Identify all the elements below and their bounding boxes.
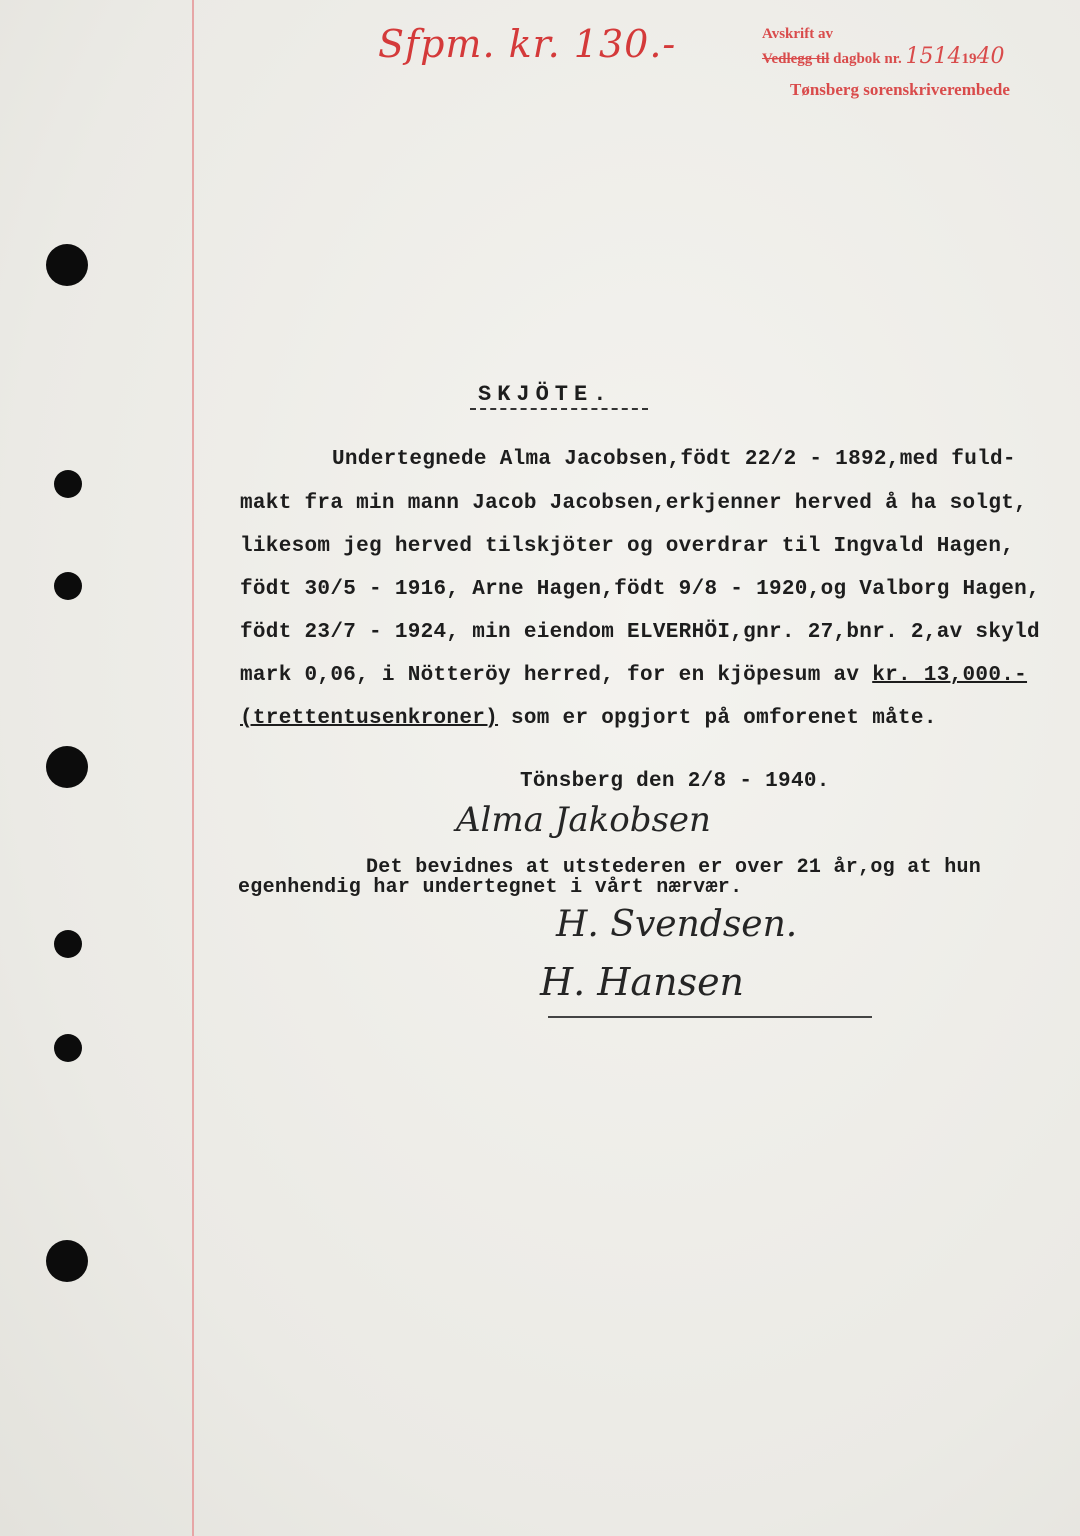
- purchase-amount-words: (trettentusenkroner): [240, 707, 499, 730]
- stamp-year-prefix: 19: [961, 51, 977, 67]
- title-underline: [470, 408, 648, 410]
- witness-statement-line: egenhendig har undertegnet i vårt nærvær.: [238, 876, 743, 899]
- witness-signature: H. Svendsen.: [556, 904, 798, 945]
- stamp-year: 40: [976, 44, 1005, 69]
- punch-hole: [46, 244, 88, 286]
- body-line: makt fra min mann Jacob Jacobsen,erkjenner herved å ha solgt,: [240, 492, 1028, 515]
- body-line: likesom jeg herved tilskjöter og overdrar til Ingvald Hagen,: [240, 535, 1015, 558]
- stamp-dagbok-label: dagbok nr.: [833, 51, 902, 67]
- punch-hole: [54, 930, 82, 958]
- body-line: födt 30/5 - 1916, Arne Hagen,födt 9/8 - 1920,og Valborg Hagen,: [240, 578, 1040, 601]
- stamp-line-3: Tønsberg sorenskriverembede: [790, 80, 1010, 99]
- body-line: mark 0,06, i Nötteröy herred, for en kjöpesum av: [240, 664, 873, 687]
- punch-hole: [46, 746, 88, 788]
- place-date: Tönsberg den 2/8 - 1940.: [520, 770, 830, 793]
- body-line: som er opgjort på omforenet måte.: [498, 707, 937, 730]
- seller-signature: Alma Jakobsen: [456, 800, 711, 840]
- body-line: födt 23/7 - 1924, min eiendom ELVERHÖI,gnr. 27,bnr. 2,av skyld: [240, 621, 1040, 644]
- punch-hole: [54, 470, 82, 498]
- punch-hole: [54, 572, 82, 600]
- body-line: Undertegnede Alma Jacobsen,födt 22/2 - 1892,med fuld-: [332, 448, 1016, 471]
- stamp-dagbok-number: 1514: [905, 44, 962, 69]
- stamp-line-1: Avskrift av: [762, 26, 833, 42]
- handwritten-fee-note: Sfpm. kr. 130.-: [378, 22, 677, 66]
- signature-rule: [548, 1016, 872, 1018]
- body-line-amount-words: [240, 707, 937, 730]
- witness-statement-line: Det bevidnes at utstederen er over 21 år,og at hun: [366, 856, 982, 879]
- margin-line: [192, 0, 194, 1536]
- purchase-amount: kr. 13,000.-: [872, 664, 1028, 687]
- body-line-with-amount: [240, 664, 1027, 687]
- punch-hole: [54, 1034, 82, 1062]
- document-title: SKJÖTE.: [478, 382, 613, 407]
- stamp-line-2: [762, 44, 1005, 69]
- punch-hole: [46, 1240, 88, 1282]
- stamp-struck-text: Vedlegg til: [762, 51, 830, 67]
- witness-signature: H. Hansen: [540, 960, 745, 1004]
